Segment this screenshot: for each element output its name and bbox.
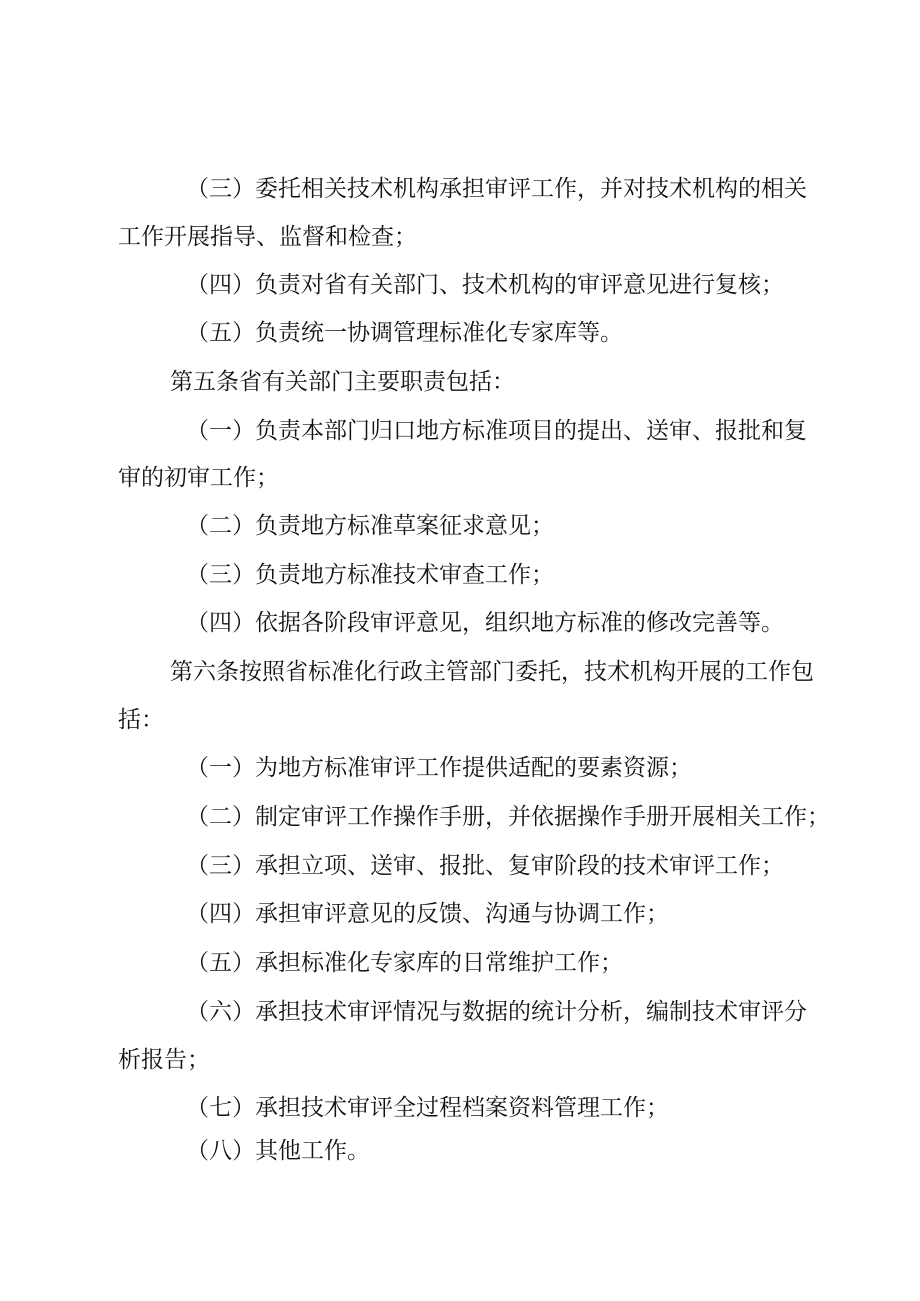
article-heading: 第五条省有关部门主要职责包括： [170, 369, 515, 395]
paragraph-line: 工作开展指导、监督和检查； [118, 224, 417, 250]
paragraph-line: （七）承担技术审评全过程档案资料管理工作； [186, 1095, 669, 1121]
paragraph-line: 析报告； [118, 1047, 210, 1073]
paragraph-line: （三）负责地方标准技术审查工作； [186, 562, 554, 588]
paragraph-line: （二）负责地方标准草案征求意见； [186, 513, 554, 539]
paragraph-line: （八）其他工作。 [186, 1138, 370, 1164]
paragraph-line: 审的初审工作； [118, 465, 279, 491]
paragraph-line: （二）制定审评工作操作手册，并依据操作手册开展相关工作； [186, 804, 830, 830]
paragraph-line: （一）为地方标准审评工作提供适配的要素资源； [186, 755, 692, 781]
paragraph-line: （三）承担立项、送审、报批、复审阶段的技术审评工作； [186, 853, 784, 879]
paragraph-line: （一）负责本部门归口地方标准项目的提出、送审、报批和复 [186, 418, 807, 444]
paragraph-line: （五）承担标准化专家库的日常维护工作； [186, 950, 623, 976]
paragraph-line: （三）委托相关技术机构承担审评工作，并对技术机构的相关 [186, 176, 807, 202]
paragraph-line: （五）负责统一协调管理标准化专家库等。 [186, 320, 623, 346]
paragraph-line: （四）负责对省有关部门、技术机构的审评意见进行复核； [186, 272, 784, 298]
paragraph-line: 括： [118, 707, 164, 733]
paragraph-line: （六）承担技术审评情况与数据的统计分析，编制技术审评分 [186, 999, 807, 1025]
article-heading: 第六条按照省标准化行政主管部门委托，技术机构开展的工作包 [170, 659, 814, 685]
paragraph-line: （四）承担审评意见的反馈、沟通与协调工作； [186, 901, 669, 927]
paragraph-line: （四）依据各阶段审评意见，组织地方标准的修改完善等。 [186, 610, 784, 636]
